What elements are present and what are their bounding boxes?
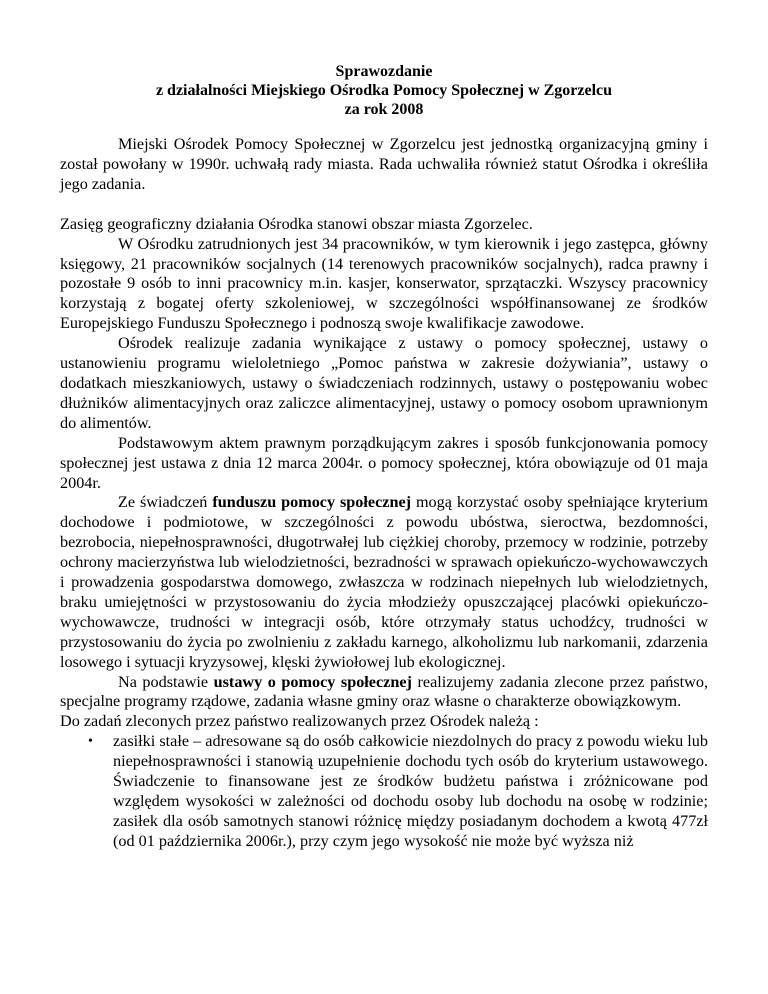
eligibility-text-pre: Ze świadczeń <box>118 493 213 512</box>
task-list <box>60 732 708 851</box>
paragraph-staff: W Ośrodku zatrudnionych jest 34 pracowników, w tym kierownik i jego zastępca, główny księgowy, 21 pracowników socjalnych (14 terenowych pracowników socjalnych), radca prawny i pozostałe 9 osób to inni pracownicy m.in. kasjer, konserwator, sprzątaczki. Wszyscy pracownicy korzystają z bogatej oferty szkoleniowej, w szczególności współfinansowanej ze środków Europejskiego Funduszu Społecznego i podnoszą swoje kwalifikacje zawodowe. <box>60 234 708 333</box>
paragraph-intro: Miejski Ośrodek Pomocy Społecznej w Zgorzelcu jest jednostką organizacyjną gminy i został powołany w 1990r. uchwałą rady miasta. Rada uchwaliła również statut Ośrodka i określiła jego zadania. <box>60 135 708 193</box>
paragraph-commissioned-tasks <box>60 673 708 713</box>
title-line-3: za rok 2008 <box>344 101 424 118</box>
title-line-2: z działalności Miejskiego Ośrodka Pomocy Społecznej w Zgorzelcu <box>155 82 613 99</box>
commissioned-text-post: realizujemy zadania zlecone przez państwo, specjalne programy rządowe, zadania własne gminy oraz własne o charakterze obowiązkowym. <box>60 672 708 711</box>
document-title <box>60 62 708 119</box>
paragraph-list-intro: Do zadań zleconych przez państwo realizowanych przez Ośrodek należą : <box>60 712 539 731</box>
paragraph-eligibility <box>60 493 708 672</box>
bullet-icon: • <box>88 734 93 750</box>
list-item-text: zasiłki stałe – adresowane są do osób całkowicie niezdolnych do pracy z powodu wieku lub niepełnosprawności i stanowią uzupełnienie dochodu tych osób do kryterium ustawowego. Świadczenie to finansowane jest ze środków budżetu państwa i zróżnicowane pod względem wysokości w zależności od dochodu osoby lub dochodu na osobę w rodzinie; zasiłek dla osób samotnych stanowi różnicę między posiadanym dochodem a kwotą 477zł (od 01 października 2006r.), przy czym jego wysokość nie może być wyższa niż <box>113 732 708 850</box>
list-item <box>85 732 708 851</box>
paragraph-geographic-scope: Zasięg geograficzny działania Ośrodka stanowi obszar miasta Zgorzelec. <box>60 214 533 233</box>
document-body <box>60 135 708 852</box>
title-line-1: Sprawozdanie <box>335 63 433 80</box>
paragraph-legal-tasks: Ośrodek realizuje zadania wynikające z ustawy o pomocy społecznej, ustawy o ustanowieniu programu wieloletniego „Pomoc państwa w zakresie dożywiania”, ustawy o dodatkach mieszkaniowych, ustawy o świadczeniach rodzinnych, ustawy o postępowaniu wobec dłużników alimentacyjnych oraz zaliczce alimentacyjnej, ustawy o pomocy osobom uprawnionym do alimentów. <box>60 334 708 432</box>
paragraph-legal-basis: Podstawowym aktem prawnym porządkującym zakres i sposób funkcjonowania pomocy społecznej jest ustawa z dnia 12 marca 2004r. o pomocy społecznej, która obowiązuje od 01 maja 2004r. <box>60 433 708 492</box>
commissioned-text-pre: Na podstawie <box>118 672 214 691</box>
eligibility-text-post: mogą korzystać osoby spełniające kryterium dochodowe i podmiotowe, w szczególności z powodu ubóstwa, sieroctwa, bezdomności, bezrobocia, niepełnosprawności, długotrwałej lub ciężkiej choroby, przemocy w rodzinie, potrzeby ochrony macierzyństwa lub wielodzietności, bezradności w sprawach opiekuńczo-wychowawczych i prowadzenia gospodarstwa domowego, zwłaszcza w rodzinach niepełnych lub wielodzietnych, braku umiejętności w przystosowaniu do życia młodzieży opuszczającej placówki opiekuńczo-wychowawcze, trudności w integracji osób, które otrzymały status uchodźcy, trudności w przystosowaniu do życia po zwolnieniu z zakładu karnego, alkoholizmu lub narkomanii, zdarzenia losowego i sytuacji kryzysowej, klęski żywiołowej lub ekologicznej. <box>60 493 708 671</box>
eligibility-text-bold: funduszu pomocy społecznej <box>212 493 412 512</box>
commissioned-text-bold: ustawy o pomocy społecznej <box>213 672 412 691</box>
